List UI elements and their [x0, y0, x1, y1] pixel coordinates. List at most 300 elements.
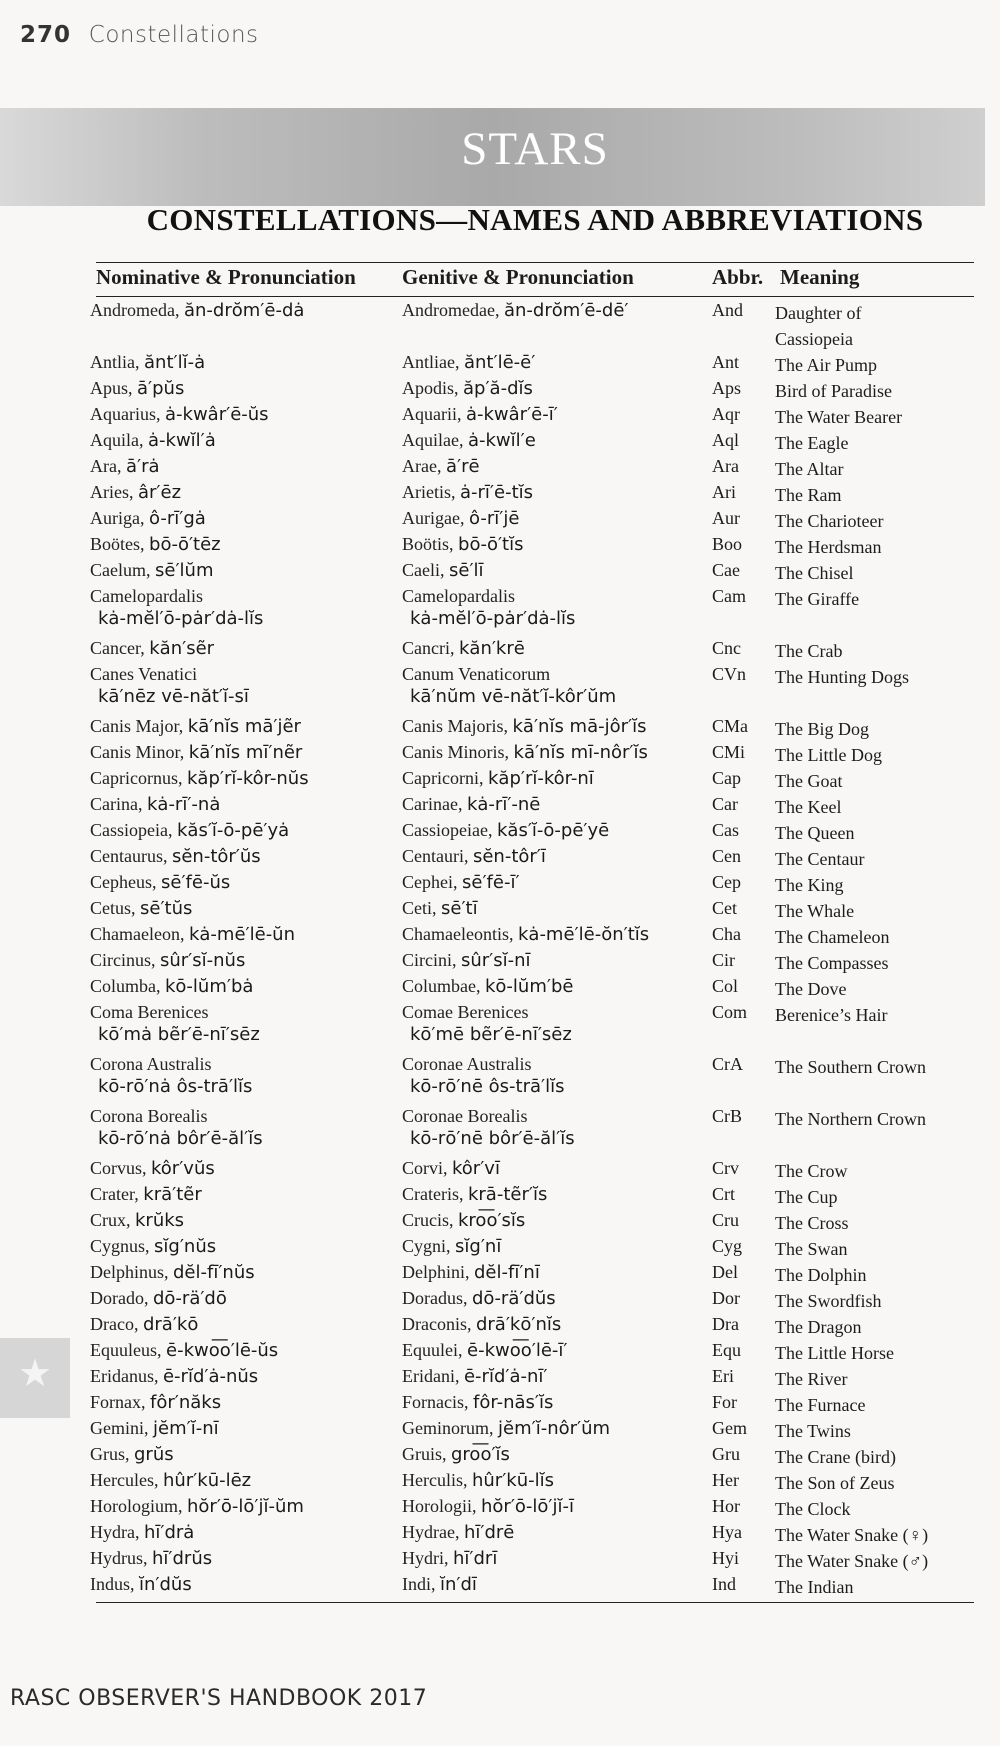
nominative-cell: [90, 638, 214, 659]
genitive-cell: [402, 430, 536, 451]
nominative-cell-pronunciation: sûr′sĭ-nŭs: [160, 950, 246, 971]
table-row: [0, 1522, 1000, 1548]
nominative-cell: [90, 1236, 216, 1257]
meaning-cell: [775, 378, 892, 404]
nominative-cell-name: Horologium,: [90, 1496, 183, 1516]
nominative-cell-pronunciation: kō-rō′nȧ ôs-trā′lĭs: [98, 1076, 253, 1097]
genitive-cell: [402, 846, 546, 867]
meaning-text: The Chisel: [775, 563, 854, 583]
nominative-cell-name: Capricornus,: [90, 768, 183, 788]
genitive-cell-pronunciation: dō-rä′dŭs: [472, 1288, 556, 1309]
nominative-cell: [90, 898, 192, 919]
genitive-cell: [402, 404, 558, 425]
genitive-cell-name: Coronae Borealis: [402, 1106, 528, 1126]
abbr-cell: Cep: [712, 872, 741, 892]
meaning-cell: [775, 482, 841, 508]
genitive-cell-name: Eridani,: [402, 1366, 460, 1386]
nominative-cell-name: Boötes,: [90, 534, 145, 554]
nominative-cell: [90, 1288, 227, 1309]
nominative-cell: [90, 1054, 252, 1097]
nominative-cell-name: Chamaeleon,: [90, 924, 185, 944]
genitive-cell-pronunciation: ē-kwo͞o′lē-ī′: [467, 1340, 568, 1361]
meaning-cell: [775, 664, 909, 690]
nominative-cell-pronunciation: kȧ-rī′-nȧ: [146, 794, 221, 815]
abbr-cell: Cyg: [712, 1236, 743, 1256]
table-row: [0, 456, 1000, 482]
page-number: 270: [20, 22, 72, 48]
genitive-cell: [402, 742, 648, 763]
genitive-cell: [402, 534, 524, 555]
meaning-text: The Crab: [775, 641, 843, 661]
meaning-cell: [775, 820, 854, 846]
nominative-cell-name: Cancer,: [90, 638, 145, 658]
nominative-cell: [90, 924, 295, 945]
genitive-cell-pronunciation: ā′rē: [445, 456, 480, 477]
genitive-cell-name: Ceti,: [402, 898, 437, 918]
meaning-cell: [775, 976, 846, 1002]
table-row: [0, 1496, 1000, 1522]
table-row: [0, 1236, 1000, 1262]
genitive-cell: [402, 1054, 564, 1097]
genitive-cell: [402, 1158, 500, 1179]
genitive-cell-pronunciation: kō-rō′nē bôr′ē-ăl′ĭs: [410, 1128, 575, 1149]
nominative-cell: [90, 430, 216, 451]
header-meaning: Meaning: [780, 265, 860, 289]
genitive-cell: [402, 1340, 568, 1361]
meaning-text: The Big Dog: [775, 719, 869, 739]
genitive-cell-name: Aurigae,: [402, 508, 465, 528]
nominative-cell: [90, 742, 302, 763]
table-top-rule: [96, 262, 974, 263]
genitive-cell-pronunciation: ănt′lē-ē′: [463, 352, 536, 373]
genitive-cell-pronunciation: ô-rī′jē: [468, 508, 520, 529]
nominative-cell-name: Corona Borealis: [90, 1106, 208, 1126]
table-row: [0, 1340, 1000, 1366]
abbr-cell: CrA: [712, 1054, 743, 1074]
meaning-text: The Swordfish: [775, 1291, 882, 1311]
nominative-cell-name: Crater,: [90, 1184, 139, 1204]
nominative-cell: [90, 664, 249, 707]
genitive-cell-pronunciation: kȧ-mē′lē-ŏn′tĭs: [517, 924, 650, 945]
abbr-cell: Her: [712, 1470, 739, 1490]
meaning-text: The Centaur: [775, 849, 865, 869]
meaning-text-continued: Cassiopeia: [775, 329, 853, 349]
meaning-cell: [775, 1340, 894, 1366]
meaning-text: The Goat: [775, 771, 843, 791]
genitive-cell-pronunciation: hŏr′ō-lō′jĭ-ī: [481, 1496, 575, 1517]
nominative-cell-pronunciation: kō′mȧ bẽr′ē-nī′sēz: [98, 1024, 260, 1045]
genitive-cell-name: Arae,: [402, 456, 442, 476]
genitive-cell: [402, 1470, 554, 1491]
meaning-cell: [775, 898, 854, 924]
abbr-cell: Cam: [712, 586, 746, 606]
nominative-cell-pronunciation: grŭs: [134, 1444, 174, 1465]
genitive-cell-name: Apodis,: [402, 378, 459, 398]
meaning-text: The Dolphin: [775, 1265, 867, 1285]
genitive-cell-pronunciation: kăn′krē: [458, 638, 525, 659]
footer: RASC OBSERVER'S HANDBOOK 2017: [10, 1686, 428, 1711]
genitive-cell-pronunciation: ăn-drŏm′ē-dē′: [503, 300, 629, 321]
meaning-cell: [775, 352, 877, 378]
nominative-cell-name: Canis Minor,: [90, 742, 185, 762]
table-row: [0, 430, 1000, 456]
nominative-cell-pronunciation: sĕn-tôr′ŭs: [171, 846, 261, 867]
abbr-cell: Aql: [712, 430, 739, 450]
genitive-cell: [402, 352, 535, 373]
nominative-cell-name: Cassiopeia,: [90, 820, 173, 840]
nominative-cell-name: Dorado,: [90, 1288, 149, 1308]
table-row: [0, 1470, 1000, 1496]
genitive-cell-name: Comae Berenices: [402, 1002, 529, 1022]
meaning-text: The Queen: [775, 823, 855, 843]
genitive-cell-pronunciation: kȧ-rī′-nē: [466, 794, 541, 815]
genitive-cell-name: Capricorni,: [402, 768, 484, 788]
genitive-cell: [402, 1184, 547, 1205]
nominative-cell: [90, 1574, 192, 1595]
abbr-cell: Ari: [712, 482, 736, 502]
nominative-cell-name: Hydrus,: [90, 1548, 148, 1568]
nominative-cell: [90, 768, 309, 789]
meaning-text: The Hunting Dogs: [775, 667, 909, 687]
nominative-cell-name: Gemini,: [90, 1418, 149, 1438]
genitive-cell-pronunciation: ȧ-kwĭl′e: [467, 430, 536, 451]
meaning-cell: [775, 1106, 926, 1132]
genitive-cell-pronunciation: sĕn-tôr′ī: [472, 846, 546, 867]
meaning-text: The Crow: [775, 1161, 848, 1181]
genitive-cell-name: Hydri,: [402, 1548, 449, 1568]
meaning-text: The Swan: [775, 1239, 848, 1259]
meaning-cell: [775, 1366, 847, 1392]
nominative-cell: [90, 456, 160, 477]
genitive-cell-name: Delphini,: [402, 1262, 470, 1282]
nominative-cell: [90, 794, 220, 815]
meaning-cell: [775, 716, 869, 742]
genitive-cell-pronunciation: kō-lŭm′bē: [485, 976, 574, 997]
meaning-cell: [775, 456, 843, 482]
genitive-cell-name: Draconis,: [402, 1314, 472, 1334]
meaning-text: The Indian: [775, 1577, 854, 1597]
meaning-cell: [775, 768, 842, 794]
meaning-text: The King: [775, 875, 844, 895]
table-row: [0, 820, 1000, 846]
nominative-cell: [90, 404, 269, 425]
meaning-cell: [775, 1158, 847, 1184]
genitive-cell-name: Equulei,: [402, 1340, 463, 1360]
genitive-cell-name: Arietis,: [402, 482, 456, 502]
nominative-cell-name: Cygnus,: [90, 1236, 150, 1256]
meaning-cell: [775, 560, 854, 586]
genitive-cell-pronunciation: sûr′sĭ-nī: [461, 950, 531, 971]
table-row: [0, 664, 1000, 716]
meaning-text: Berenice’s Hair: [775, 1005, 888, 1025]
genitive-cell-name: Canis Majoris,: [402, 716, 508, 736]
table-row: [0, 1548, 1000, 1574]
table-row: [0, 976, 1000, 1002]
nominative-cell: [90, 1002, 260, 1045]
genitive-cell-pronunciation: kā′nĭs mī-nôr′ĭs: [513, 742, 648, 763]
abbr-cell: Crv: [712, 1158, 739, 1178]
genitive-cell-name: Carinae,: [402, 794, 463, 814]
genitive-cell-name: Coronae Australis: [402, 1054, 532, 1074]
nominative-cell: [90, 1340, 278, 1361]
abbr-cell: Cas: [712, 820, 739, 840]
genitive-cell: [402, 1288, 556, 1309]
meaning-text: The Furnace: [775, 1395, 866, 1415]
nominative-cell-name: Circinus,: [90, 950, 156, 970]
meaning-text: The Dove: [775, 979, 847, 999]
abbr-cell: Ind: [712, 1574, 736, 1594]
nominative-cell: [90, 1158, 215, 1179]
nominative-cell-name: Ara,: [90, 456, 122, 476]
table-row: [0, 404, 1000, 430]
genitive-cell: [402, 508, 519, 529]
nominative-cell-name: Caelum,: [90, 560, 151, 580]
abbr-cell: Boo: [712, 534, 743, 554]
meaning-text: The Water Bearer: [775, 407, 903, 427]
table-row: [0, 300, 1000, 352]
table-row: [0, 1444, 1000, 1470]
nominative-cell-pronunciation: sē′lŭm: [155, 560, 214, 581]
meaning-cell: [775, 1574, 853, 1600]
genitive-cell-name: Crateris,: [402, 1184, 464, 1204]
nominative-cell: [90, 846, 261, 867]
table-row: [0, 1158, 1000, 1184]
meaning-text: The Cup: [775, 1187, 838, 1207]
meaning-cell: [775, 1184, 838, 1210]
nominative-cell-pronunciation: âr′ēz: [138, 482, 182, 503]
table-row: [0, 1314, 1000, 1340]
genitive-cell-pronunciation: dĕl-fī′nī: [474, 1262, 540, 1283]
nominative-cell-pronunciation: kăn′sẽr: [149, 638, 215, 659]
meaning-cell: [775, 1470, 894, 1496]
meaning-cell: [775, 1392, 865, 1418]
genitive-cell: [402, 300, 629, 321]
nominative-cell: [90, 1106, 263, 1149]
abbr-cell: Hyi: [712, 1548, 739, 1568]
meaning-text: The Clock: [775, 1499, 851, 1519]
abbr-cell: Dor: [712, 1288, 740, 1308]
nominative-cell: [90, 1392, 221, 1413]
table-row: [0, 508, 1000, 534]
nominative-cell-name: Canis Major,: [90, 716, 184, 736]
nominative-cell-pronunciation: ē-rĭd′ȧ-nŭs: [162, 1366, 259, 1387]
meaning-text: Daughter of: [775, 303, 862, 323]
table-row: [0, 872, 1000, 898]
genitive-cell-pronunciation: bō-ō′tĭs: [458, 534, 524, 555]
nominative-cell: [90, 482, 181, 503]
meaning-cell: [775, 534, 881, 560]
genitive-cell-name: Andromedae,: [402, 300, 500, 320]
meaning-cell: [775, 1210, 849, 1236]
genitive-cell-pronunciation: kăs′ĭ-ō-pē′yē: [496, 820, 610, 841]
table-row: [0, 1054, 1000, 1106]
meaning-cell: [775, 1262, 867, 1288]
nominative-cell-pronunciation: sē′tŭs: [140, 898, 193, 919]
genitive-cell: [402, 1314, 561, 1335]
nominative-cell-pronunciation: hŏr′ō-lō′jĭ-ŭm: [187, 1496, 304, 1517]
meaning-cell: [775, 430, 848, 456]
nominative-cell: [90, 872, 230, 893]
genitive-cell-pronunciation: krā-tẽr′ĭs: [467, 1184, 548, 1205]
nominative-cell-pronunciation: kā′nĭs mī′nẽr: [188, 742, 303, 763]
meaning-text: The Altar: [775, 459, 844, 479]
genitive-cell: [402, 1392, 553, 1413]
genitive-cell-pronunciation: sē′fē-ī′: [462, 872, 520, 893]
table-row: [0, 1210, 1000, 1236]
genitive-cell-pronunciation: kăp′rĭ-kôr-nī: [487, 768, 594, 789]
nominative-cell-pronunciation: ô-rī′gȧ: [148, 508, 206, 529]
genitive-cell-name: Cygni,: [402, 1236, 451, 1256]
genitive-cell-name: Canis Minoris,: [402, 742, 510, 762]
genitive-cell-pronunciation: ĭn′dī: [440, 1574, 477, 1595]
abbr-cell: Cha: [712, 924, 741, 944]
nominative-cell-name: Equuleus,: [90, 1340, 162, 1360]
nominative-cell-name: Carina,: [90, 794, 143, 814]
nominative-cell-pronunciation: hī′drȧ: [143, 1522, 195, 1543]
genitive-cell-pronunciation: ȧ-kwâr′ē-ī′: [465, 404, 558, 425]
nominative-cell-pronunciation: ănt′lĭ-ȧ: [144, 352, 206, 373]
genitive-cell-pronunciation: ăp′ă-dĭs: [463, 378, 533, 399]
genitive-cell-name: Hydrae,: [402, 1522, 460, 1542]
genitive-cell-pronunciation: kā′nŭm vē-năt′ĭ-kôr′ŭm: [410, 686, 617, 707]
meaning-text: The Little Horse: [775, 1343, 894, 1363]
nominative-cell-name: Eridanus,: [90, 1366, 159, 1386]
nominative-cell-pronunciation: ăn-drŏm′ē-dȧ: [183, 300, 305, 321]
table-header-rule: [96, 296, 974, 297]
abbr-cell: Aps: [712, 378, 742, 398]
nominative-cell: [90, 378, 184, 399]
abbr-cell: Car: [712, 794, 738, 814]
genitive-cell: [402, 1444, 510, 1465]
nominative-cell-pronunciation: drā′kō: [142, 1314, 199, 1335]
genitive-cell: [402, 664, 616, 707]
genitive-cell-name: Columbae,: [402, 976, 481, 996]
nominative-cell-pronunciation: ȧ-kwĭl′ȧ: [148, 430, 216, 451]
table-row: [0, 534, 1000, 560]
genitive-cell-name: Horologii,: [402, 1496, 477, 1516]
meaning-cell: [775, 1288, 882, 1314]
genitive-cell-pronunciation: kȧ-mĕl′ō-pȧr′dȧ-lĭs: [410, 608, 576, 629]
nominative-cell-pronunciation: bō-ō′tēz: [149, 534, 221, 555]
meaning-cell: [775, 742, 882, 768]
genitive-cell: [402, 1002, 572, 1045]
header-abbr: Abbr.: [712, 265, 764, 289]
genitive-cell: [402, 1262, 540, 1283]
genitive-cell: [402, 716, 647, 737]
abbr-cell: Cen: [712, 846, 741, 866]
nominative-cell-pronunciation: kăp′rĭ-kôr-nŭs: [186, 768, 309, 789]
genitive-cell: [402, 794, 540, 815]
nominative-cell-pronunciation: hī′drŭs: [152, 1548, 213, 1569]
genitive-cell: [402, 872, 520, 893]
section-name: Constellations: [88, 22, 259, 48]
abbr-cell: Cir: [712, 950, 736, 970]
table-row: [0, 742, 1000, 768]
genitive-cell-name: Chamaeleontis,: [402, 924, 514, 944]
abbr-cell: Gem: [712, 1418, 747, 1438]
genitive-cell-pronunciation: hûr′kū-lĭs: [471, 1470, 554, 1491]
nominative-cell-pronunciation: dō-rä′dō: [152, 1288, 227, 1309]
genitive-cell: [402, 456, 480, 477]
meaning-cell: [775, 1236, 847, 1262]
nominative-cell: [90, 950, 245, 971]
meaning-cell: [775, 508, 883, 534]
nominative-cell: [90, 352, 205, 373]
genitive-cell-name: Cassiopeiae,: [402, 820, 493, 840]
meaning-cell: [775, 300, 861, 352]
nominative-cell-name: Corvus,: [90, 1158, 147, 1178]
meaning-cell: [775, 872, 843, 898]
nominative-cell: [90, 586, 263, 629]
genitive-cell-name: Aquilae,: [402, 430, 464, 450]
nominative-cell-name: Grus,: [90, 1444, 130, 1464]
nominative-cell: [90, 560, 213, 581]
meaning-text: The Son of Zeus: [775, 1473, 895, 1493]
abbr-cell: Del: [712, 1262, 738, 1282]
genitive-cell-pronunciation: kro͞o′sĭs: [458, 1210, 526, 1231]
genitive-cell-name: Cephei,: [402, 872, 458, 892]
genitive-cell: [402, 768, 594, 789]
abbr-cell: CVn: [712, 664, 747, 684]
table-row: [0, 924, 1000, 950]
nominative-cell-name: Crux,: [90, 1210, 131, 1230]
abbr-cell: CMa: [712, 716, 748, 736]
genitive-cell-name: Boötis,: [402, 534, 454, 554]
nominative-cell-pronunciation: jĕm′ĭ-nī: [153, 1418, 219, 1439]
nominative-cell-name: Columba,: [90, 976, 161, 996]
nominative-cell: [90, 508, 206, 529]
constellation-table: [0, 300, 1000, 1600]
meaning-cell: [775, 1314, 861, 1340]
abbr-cell: Cet: [712, 898, 737, 918]
meaning-cell: [775, 1444, 896, 1470]
table-row: [0, 378, 1000, 404]
meaning-text: The Northern Crown: [775, 1109, 926, 1129]
genitive-cell-pronunciation: sē′tī: [441, 898, 478, 919]
meaning-cell: [775, 794, 841, 820]
meaning-text: The Dragon: [775, 1317, 862, 1337]
nominative-cell: [90, 1210, 184, 1231]
nominative-cell-name: Fornax,: [90, 1392, 146, 1412]
table-row: [0, 482, 1000, 508]
nominative-cell-pronunciation: krā′tẽr: [143, 1184, 202, 1205]
meaning-cell: [775, 638, 842, 664]
genitive-cell-pronunciation: kō-rō′nē ôs-trā′lĭs: [410, 1076, 565, 1097]
table-row: [0, 846, 1000, 872]
running-head: [20, 22, 259, 48]
meaning-text: The River: [775, 1369, 848, 1389]
meaning-cell: [775, 846, 864, 872]
genitive-cell-pronunciation: jĕm′ĭ-nôr′ŭm: [498, 1418, 611, 1439]
table-row: [0, 898, 1000, 924]
genitive-cell-pronunciation: sē′lī: [449, 560, 484, 581]
meaning-text: The Little Dog: [775, 745, 882, 765]
genitive-cell: [402, 976, 573, 997]
genitive-cell-name: Crucis,: [402, 1210, 454, 1230]
genitive-cell-pronunciation: kā′nĭs mā-jôr′ĭs: [512, 716, 647, 737]
nominative-cell: [90, 1184, 202, 1205]
nominative-cell-name: Draco,: [90, 1314, 139, 1334]
table-row: [0, 560, 1000, 586]
nominative-cell: [90, 300, 304, 321]
genitive-cell-pronunciation: hī′drē: [463, 1522, 515, 1543]
meaning-text: The Chameleon: [775, 927, 890, 947]
abbr-cell: CrB: [712, 1106, 743, 1126]
meaning-cell: [775, 1054, 926, 1080]
table-row: [0, 1366, 1000, 1392]
meaning-text: The Compasses: [775, 953, 889, 973]
nominative-cell-pronunciation: ā′pŭs: [137, 378, 185, 399]
